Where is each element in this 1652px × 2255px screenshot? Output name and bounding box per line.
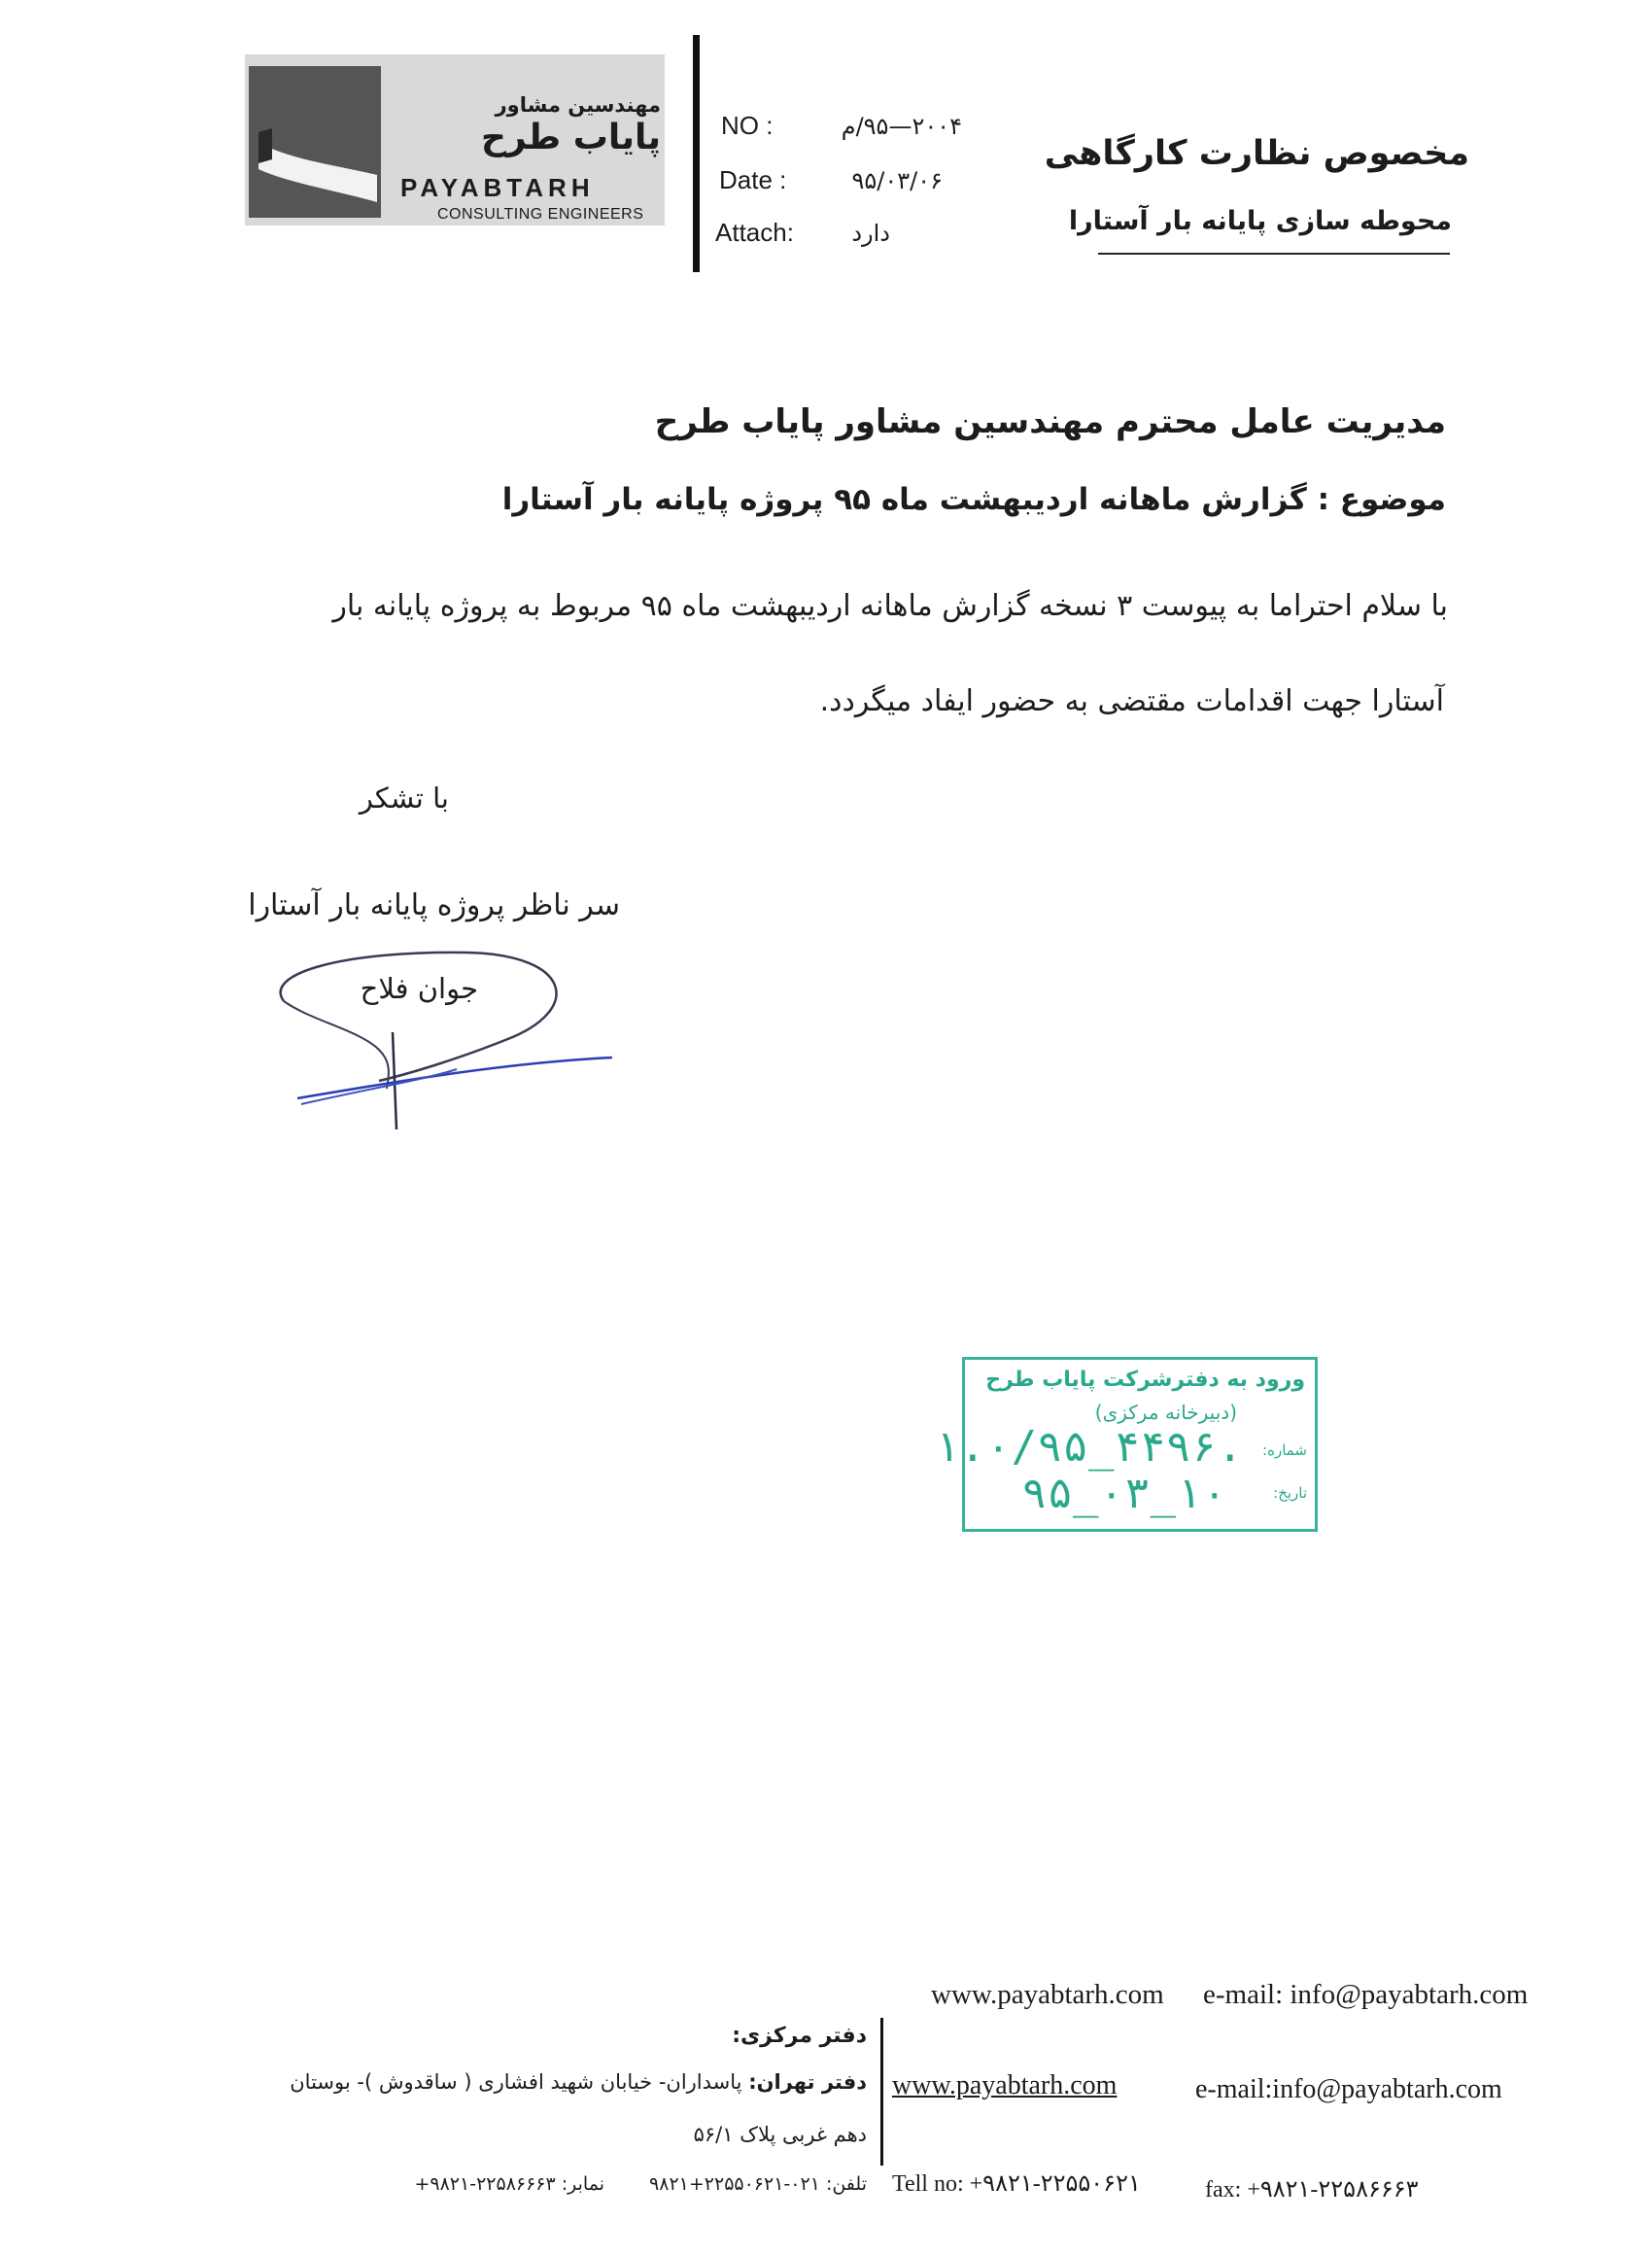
header-subtitle: محوطه سازی پایانه بار آستارا xyxy=(1068,206,1452,236)
meta-date-value: ۹۵/۰۳/۰۶ xyxy=(851,167,943,194)
stamp-number-value: ۱.۰/۹۵_۴۴۹۶. xyxy=(934,1422,1243,1472)
handwritten-signature xyxy=(262,943,632,1147)
stamp-subtitle: (دبیرخانه مرکزی) xyxy=(1094,1401,1237,1424)
footer-fax: fax: +۹۸۲۱-۲۲۵۸۶۶۶۳ xyxy=(1205,2177,1419,2203)
footer-email[interactable]: e-mail:info@payabtarh.com xyxy=(1195,2074,1502,2104)
header-underline xyxy=(1098,253,1450,255)
header-title: مخصوص نظارت کارگاهی xyxy=(1044,134,1469,173)
footer-email-top[interactable]: e-mail: info@payabtarh.com xyxy=(1203,1979,1529,2010)
signer-title: سر ناظر پروژه پایانه بار آستارا xyxy=(248,888,620,922)
logo-en-subtitle: CONSULTING ENGINEERS xyxy=(437,206,644,223)
letter-body-line-1: با سلام احتراما به پیوست ۳ نسخه گزارش ماهانه اردیبهشت ماه ۹۵ مربوط به پروژه پایانه بار xyxy=(332,589,1448,623)
letter-subject: موضوع : گزارش ماهانه اردیبهشت ماه ۹۵ پروژه پایانه بار آستارا xyxy=(501,482,1446,517)
letter-addressee: مدیریت عامل محترم مهندسین مشاور پایاب طرح xyxy=(654,402,1446,441)
footer-tehran-address-line-2: دهم غربی پلاک ۵۶/۱ xyxy=(693,2123,867,2146)
footer-divider xyxy=(880,2018,883,2166)
footer-tehran-address xyxy=(290,2070,867,2094)
meta-attach-label: Attach: xyxy=(715,218,794,247)
meta-date-label: Date : xyxy=(719,165,787,194)
footer-website-link[interactable]: www.payabtarh.com xyxy=(892,2070,1118,2100)
meta-no-label: NO : xyxy=(721,111,774,140)
stamp-title: ورود به دفترشرکت پایاب طرح xyxy=(985,1368,1305,1392)
logo-fa-small: مهندسین مشاور xyxy=(495,93,661,117)
receipt-stamp xyxy=(934,1357,1318,1532)
meta-no-value: ۲۰۰۴—۹۵/م xyxy=(841,113,962,140)
letter-body-line-2: آستارا جهت اقدامات مقتضی به حضور ایفاد میگردد. xyxy=(819,684,1444,718)
footer-fax-fa: نمابر: ۲۲۵۸۶۶۶۳-۹۸۲۱+ xyxy=(414,2173,604,2195)
footer-tehran-label: دفتر تهران: xyxy=(748,2070,867,2094)
footer-phone-fa: تلفن: ۰۲۱-۲۲۵۵۰۶۲۱+۹۸۲۱ xyxy=(649,2173,867,2195)
footer-tehran-address-line-1: پاسداران- خیابان شهید افشاری ( ساقدوش )- بوستان xyxy=(290,2070,742,2094)
footer-website-top[interactable]: www.payabtarh.com xyxy=(931,1979,1164,2010)
payabtarh-logo-icon xyxy=(249,66,381,218)
footer-office-title: دفتر مرکزی: xyxy=(732,2024,867,2048)
meta-attach-value: دارد xyxy=(851,220,890,247)
stamp-date-value: ۹۵_۰۳_۱۰ xyxy=(1021,1469,1227,1518)
stamp-number-label: شماره: xyxy=(1262,1441,1307,1459)
stamp-date-label: تاریخ: xyxy=(1273,1484,1307,1502)
footer-telephone: Tell no: +۹۸۲۱-۲۲۵۵۰۶۲۱ xyxy=(892,2171,1141,2197)
letter-closing: با تشکر xyxy=(359,781,449,815)
header-divider xyxy=(693,35,700,272)
logo-en-name: PAYABTARH xyxy=(400,173,595,202)
signer-name: جوان فلاح xyxy=(360,972,478,1005)
logo-fa-name: پایاب طرح xyxy=(480,118,661,157)
